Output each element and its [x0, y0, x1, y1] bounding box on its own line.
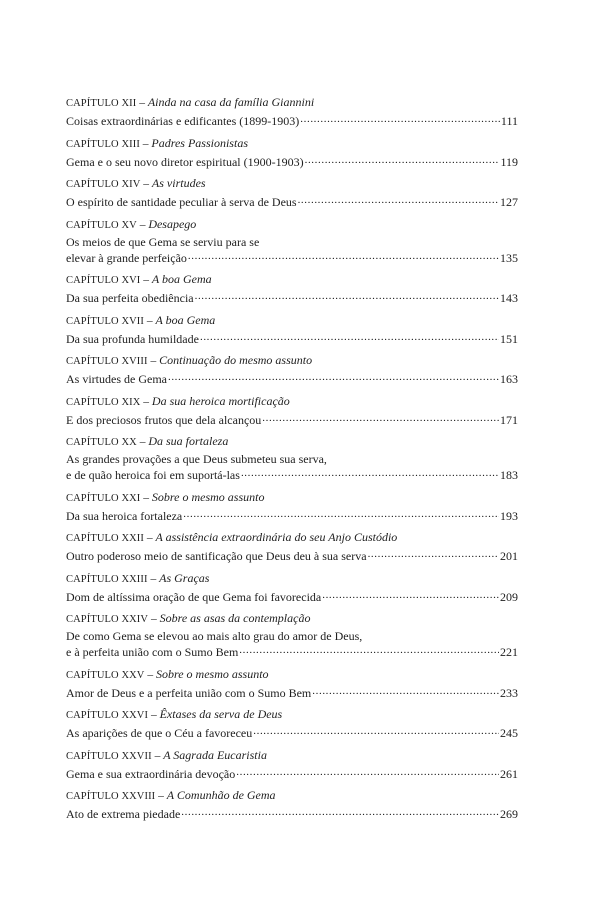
chapter-subtitle: Da sua perfeita obediência [66, 291, 194, 305]
toc-entry-chapter-xiv [66, 176, 518, 217]
page-number: 183 [500, 468, 518, 482]
dot-leader [200, 331, 499, 343]
chapter-subtitle-line [66, 412, 518, 428]
chapter-heading: CAPÍTULO XII – Ainda na casa da família Giannini [66, 95, 315, 109]
dot-leader [262, 412, 499, 424]
chapter-subtitle-line [66, 250, 518, 266]
chapter-subtitle-first-line: As grandes provações a que Deus submeteu sua serva, [66, 452, 327, 466]
chapter-heading: CAPÍTULO XV – Desapego [66, 216, 197, 231]
chapter-heading: CAPÍTULO XXVI – Êxtases da serva de Deus [66, 707, 283, 721]
chapter-number: CAPÍTULO XVI [66, 275, 141, 286]
chapter-number: CAPÍTULO XXIV [66, 614, 149, 625]
dot-leader [368, 548, 499, 560]
chapter-subtitle: elevar à grande perfeição [66, 250, 187, 265]
chapter-number: CAPÍTULO XIV [66, 179, 141, 190]
chapter-subtitle-line [66, 589, 518, 605]
chapter-subtitle-line [66, 644, 518, 660]
toc-entry-chapter-xxi [66, 490, 518, 531]
toc-entry-chapter-xix [66, 394, 518, 435]
dot-leader [195, 290, 499, 302]
page-number: 201 [500, 549, 518, 563]
dot-leader [241, 467, 499, 479]
page-number: 269 [500, 807, 518, 821]
toc-entry-chapter-xxiii [66, 571, 518, 612]
toc-entry-chapter-xxviii [66, 788, 518, 829]
toc-entry-chapter-xxv [66, 667, 518, 708]
toc-entry-chapter-xxvii [66, 748, 518, 789]
chapter-subtitle-line [66, 331, 518, 347]
dot-leader [322, 589, 499, 601]
chapter-title: As virtudes [151, 176, 206, 190]
chapter-title: A assistência extraordinária do seu Anjo Custódio [155, 530, 398, 544]
page-number: 171 [500, 412, 518, 427]
chapter-title: Desapego [148, 216, 197, 231]
chapter-heading: CAPÍTULO XIV – As virtudes [66, 176, 206, 190]
dot-leader [298, 194, 499, 206]
chapter-number: CAPÍTULO XXVIII [66, 791, 156, 802]
page-number: 135 [500, 250, 518, 265]
chapter-subtitle: Gema e sua extraordinária devoção [66, 766, 236, 781]
chapter-subtitle-line [66, 806, 518, 822]
toc-entry-chapter-xii [66, 95, 518, 136]
chapter-number: CAPÍTULO XXVII [66, 750, 152, 762]
chapter-subtitle: E dos preciosos frutos que dela alcançou [66, 412, 262, 427]
chapter-title: Continuação do mesmo assunto [159, 353, 313, 367]
chapter-subtitle-first-line: De como Gema se elevou ao mais alto grau do amor de Deus, [66, 629, 363, 643]
table-of-contents [66, 95, 518, 829]
chapter-subtitle: Coisas extraordinárias e edificantes (1899-1903) [66, 114, 300, 128]
toc-entry-chapter-xx [66, 434, 518, 490]
toc-entry-chapter-xviii [66, 353, 518, 394]
toc-entry-chapter-xvii [66, 313, 518, 354]
toc-entry-chapter-xxiv [66, 611, 518, 667]
chapter-number: CAPÍTULO XX [66, 437, 137, 448]
chapter-heading: CAPÍTULO XXIII – As Graças [66, 570, 210, 585]
chapter-title: Padres Passionistas [151, 135, 248, 150]
dot-leader [181, 806, 499, 818]
chapter-title: As Graças [159, 570, 210, 585]
chapter-subtitle-line [66, 290, 518, 306]
chapter-title: A Sagrada Eucaristia [163, 747, 267, 762]
chapter-title: Sobre as asas da contemplação [159, 611, 311, 625]
chapter-subtitle: O espírito de santidade peculiar à serva de Deus [66, 195, 297, 209]
chapter-number: CAPÍTULO XV [66, 219, 137, 231]
chapter-title: Da sua heroica mortificação [151, 393, 290, 408]
chapter-title: Sobre o mesmo assunto [156, 666, 269, 681]
chapter-subtitle: Da sua profunda humildade [66, 331, 199, 346]
dot-leader [188, 250, 499, 262]
page-number: 245 [500, 726, 518, 740]
chapter-subtitle-line [66, 548, 518, 564]
chapter-number: CAPÍTULO XXII [66, 533, 144, 544]
toc-entry-chapter-xvi [66, 272, 518, 313]
chapter-subtitle: As aparições de que o Céu a favoreceu [66, 726, 253, 740]
chapter-subtitle-line [66, 467, 518, 483]
page-number: 233 [500, 685, 518, 700]
dot-leader [253, 725, 499, 737]
chapter-heading: CAPÍTULO XX – Da sua fortaleza [66, 434, 229, 448]
chapter-heading: CAPÍTULO XXVII – A Sagrada Eucaristia [66, 747, 267, 762]
chapter-number: CAPÍTULO XII [66, 98, 137, 109]
chapter-subtitle-line [66, 766, 518, 782]
chapter-number: CAPÍTULO XXIII [66, 573, 148, 585]
chapter-subtitle: Ato de extrema piedade [66, 807, 181, 821]
chapter-subtitle: As virtudes de Gema [66, 372, 167, 386]
chapter-subtitle-line [66, 371, 518, 387]
page-number: 151 [500, 331, 518, 346]
page-number: 209 [500, 589, 518, 604]
chapter-heading: CAPÍTULO XIII – Padres Passionistas [66, 135, 248, 150]
chapter-number: CAPÍTULO XVII [66, 315, 144, 327]
dot-leader [183, 508, 499, 520]
chapter-number: CAPÍTULO XXI [66, 492, 141, 504]
chapter-number: CAPÍTULO XXVI [66, 710, 149, 721]
dot-leader [168, 371, 499, 383]
dot-leader [312, 685, 499, 697]
chapter-heading: CAPÍTULO XVI – A boa Gema [66, 272, 212, 286]
chapter-subtitle: Amor de Deus e a perfeita união com o Sumo Bem [66, 685, 312, 700]
page-number: 127 [500, 195, 518, 209]
chapter-title: A boa Gema [155, 312, 216, 327]
toc-entry-chapter-xxii [66, 530, 518, 571]
chapter-title: Êxtases da serva de Deus [159, 707, 283, 721]
chapter-heading: CAPÍTULO XVIII – Continuação do mesmo assunto [66, 353, 313, 367]
chapter-number: CAPÍTULO XXV [66, 669, 145, 681]
toc-entry-chapter-xxvi [66, 707, 518, 748]
chapter-subtitle: e de quão heroica foi em suportá-las [66, 468, 240, 482]
page-number: 193 [500, 508, 518, 523]
chapter-number: CAPÍTULO XVIII [66, 356, 148, 367]
chapter-subtitle-line [66, 508, 518, 524]
chapter-heading: CAPÍTULO XXV – Sobre o mesmo assunto [66, 666, 269, 681]
chapter-heading: CAPÍTULO XXVIII – A Comunhão de Gema [66, 788, 276, 802]
chapter-subtitle: Dom de altíssima oração de que Gema foi favorecida [66, 589, 322, 604]
chapter-heading: CAPÍTULO XXI – Sobre o mesmo assunto [66, 489, 265, 504]
chapter-title: A boa Gema [151, 272, 212, 286]
chapter-subtitle: Outro poderoso meio de santificação que Deus deu à sua serva [66, 549, 367, 563]
page-number: 221 [500, 645, 518, 659]
chapter-heading: CAPÍTULO XVII – A boa Gema [66, 312, 216, 327]
chapter-subtitle-line [66, 685, 518, 701]
chapter-subtitle: e à perfeita união com o Sumo Bem [66, 645, 239, 659]
chapter-subtitle-line [66, 194, 518, 210]
page-number: 111 [500, 114, 518, 128]
chapter-heading: CAPÍTULO XIX – Da sua heroica mortificação [66, 393, 290, 408]
dot-leader [300, 113, 500, 125]
chapter-subtitle: Da sua heroica fortaleza [66, 508, 183, 523]
chapter-heading: CAPÍTULO XXIV – Sobre as asas da contemplação [66, 611, 311, 625]
chapter-subtitle-first-line: Os meios de que Gema se serviu para se [66, 234, 260, 249]
chapter-subtitle: Gema e o seu novo diretor espiritual (1900-1903) [66, 154, 304, 169]
chapter-title: Da sua fortaleza [148, 434, 229, 448]
chapter-number: CAPÍTULO XIX [66, 396, 141, 408]
chapter-title: A Comunhão de Gema [166, 788, 276, 802]
dot-leader [305, 154, 500, 166]
toc-entry-chapter-xiii [66, 136, 518, 177]
chapter-subtitle-line [66, 113, 518, 129]
chapter-heading: CAPÍTULO XXII – A assistência extraordinária do seu Anjo Custódio [66, 530, 398, 544]
dot-leader [239, 644, 499, 656]
toc-entry-chapter-xv [66, 217, 518, 273]
chapter-subtitle-line [66, 154, 518, 170]
page-number: 143 [500, 291, 518, 305]
chapter-subtitle-line [66, 725, 518, 741]
dot-leader [236, 766, 499, 778]
chapter-number: CAPÍTULO XIII [66, 138, 140, 150]
chapter-title: Sobre o mesmo assunto [151, 489, 265, 504]
page-number: 163 [500, 372, 518, 386]
page-number: 119 [500, 154, 518, 169]
page-number: 261 [500, 766, 518, 781]
chapter-title: Ainda na casa da família Giannini [147, 95, 315, 109]
